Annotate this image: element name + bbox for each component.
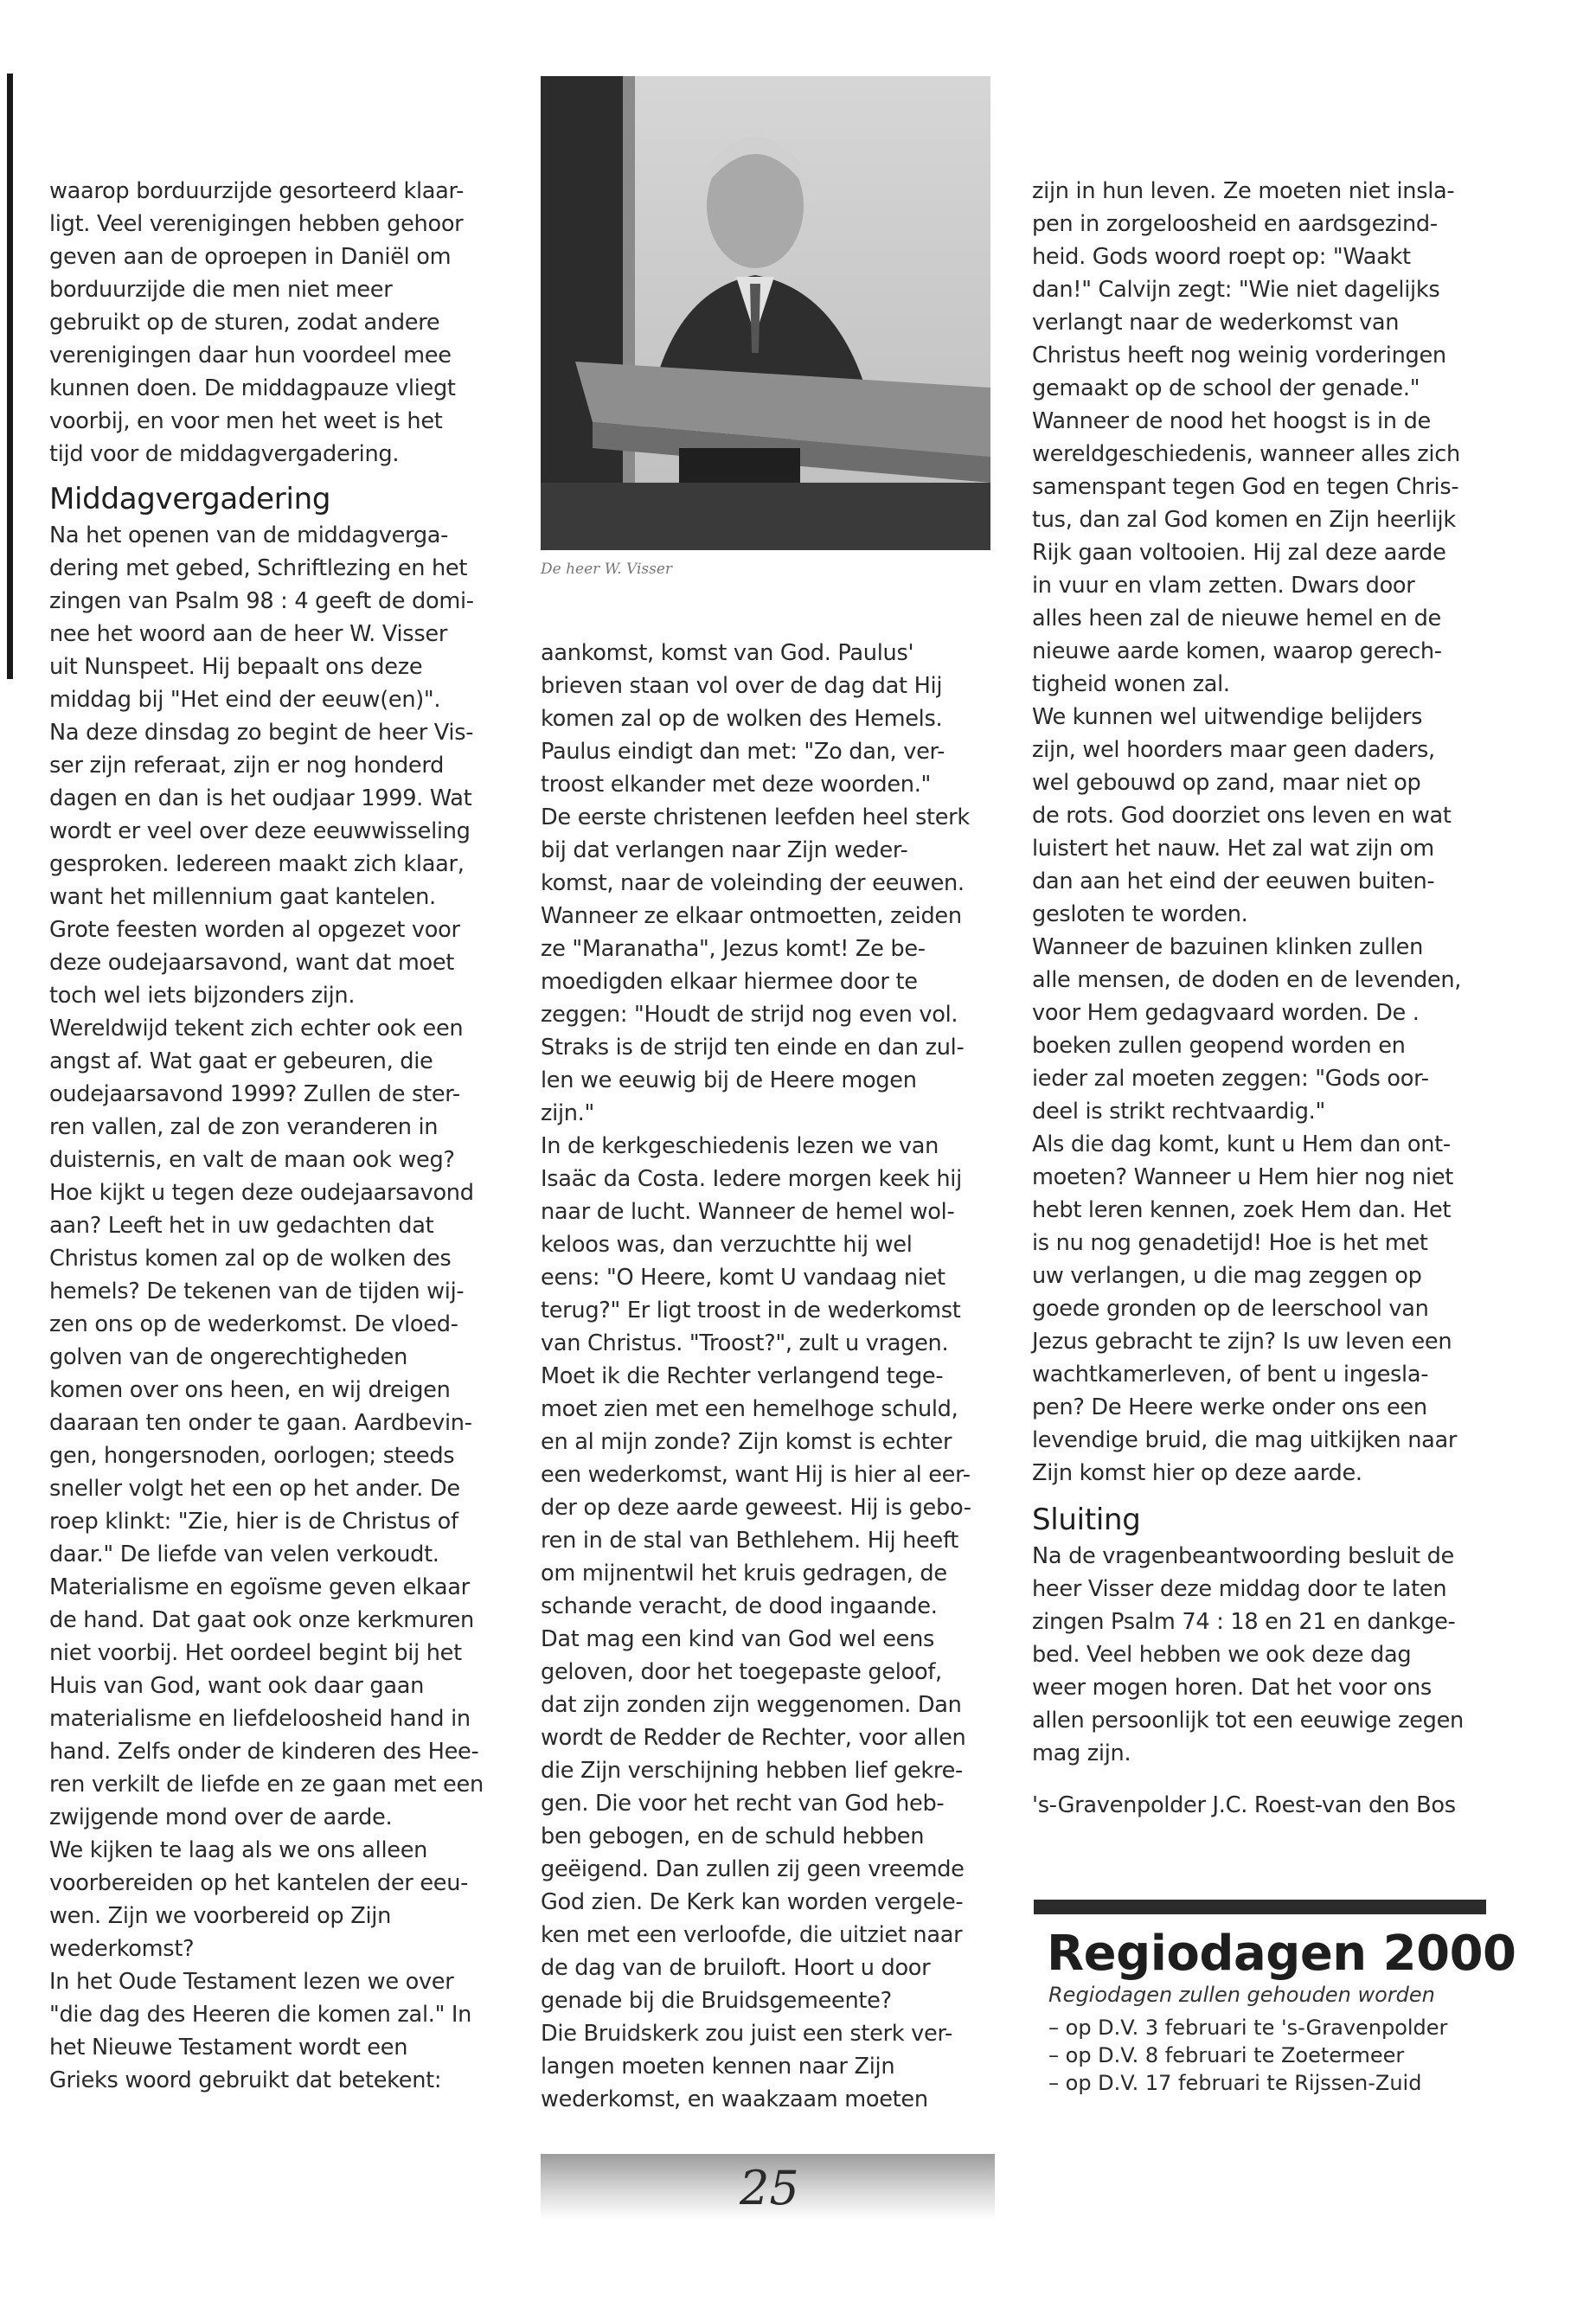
page-edge-bar [7, 74, 13, 679]
speaker-photo-image [541, 76, 990, 550]
page-number: 25 [740, 2161, 799, 2215]
paragraph: waarop borduurzijde gesorteerd klaar- ligt. Veel verenigingen hebben gehoor geven aan de oproepen in Daniël om borduurzijde die men niet meer gebruikt op de sturen, zodat andere verenigingen daar hun voordeel mee kunnen doen. De middagpauze vliegt voorbij, en voor men het weet is het tijd voor de middagvergadering. [49, 178, 465, 467]
paragraph: zijn in hun leven. Ze moeten niet insla- pen in zorgeloosheid en aardsgezind- heid. Gods woord roept op: "Waakt dan!" Calvijn zegt: "Wie niet dagelijks verlangt naar de wederkomst van Christus heeft nog weinig vorderingen gemaakt op de school der genade." Wanneer de nood het hoogst is in de wereldgeschiedenis, wanneer alles zich samenspant tegen God en tegen Chris- tus, dan zal God komen en Zijn heerlijk Rijk gaan voltooien. Hij zal deze aarde in vuur en vlam zetten. Dwars door alles heen zal de nieuwe hemel en de nieuwe aarde komen, waarop gerech- tigheid wonen zal. [1032, 178, 1460, 697]
list-item: – op D.V. 3 februari te 's-Gravenpolder [1048, 2016, 1448, 2040]
speaker-photo [541, 76, 990, 550]
paragraph: Die Bruidskerk zou juist een sterk ver- langen moeten kennen naar Zijn wederkomst, en waakzaam moeten [541, 2021, 952, 2112]
list-item: – op D.V. 8 februari te Zoetermeer [1048, 2043, 1405, 2067]
photo-caption: De heer W. Visser [541, 561, 673, 578]
section-heading-sluiting: Sluiting [1032, 1503, 1141, 1537]
paragraph: Na het openen van de middagverga- dering met gebed, Schriftlezing en het zingen van Psalm 98 : 4 geeft de domi- nee het woord aan de heer W. Visser uit Nunspeet. Hij bepaalt ons deze middag bij "Het eind der eeuw(en)". Na deze dinsdag zo begint de heer Vis- ser zijn referaat, zijn er nog honderd dagen en dan is het oudjaar 1999. Wat wordt er veel over deze eeuwwisseling gesproken. Iedereen maakt zich klaar, want het millennium gaat kantelen. Grote feesten worden al opgezet voor deze oudejaarsavond, want dat moet toch wel iets bijzonders zijn. Wereldwijd tekent zich echter ook een angst af. Wat gaat er gebeuren, die oudejaarsavond 1999? Zullen de ster- ren vallen, zal de zon veranderen in duisternis, en valt de maan ook weg? Hoe kijkt u tegen deze oudejaarsavond aan? Leeft het in uw gedachten dat Christus komen zal op de wolken des hemels? De tekenen van de tijden wij- zen ons op de wederkomst. De vloed- golven van de ongerechtigheden komen over ons heen, en wij dreigen daaraan ten onder te gaan. Aardbevin- gen, hongersnoden, oorlogen; steeds sneller volgt het een op het ander. De roep klinkt: "Zie, hier is de Christus of daar." De liefde van velen verkoudt. Materialisme en egoïsme geven elkaar de hand. Dat gaat ook onze kerkmuren niet voorbij. Het oordeel begint bij het Huis van God, want ook daar gaan materialisme en liefdeloosheid hand in hand. Zelfs onder de kinderen des Hee- ren verkilt de liefde en ze gaan met een zwijgende mond over de aarde. We kijken te laag als we ons alleen voorbereiden op het kantelen der eeu- wen. Zijn we voorbereid op Zijn wederkomst? In het Oude Testament lezen we over "die dag des Heeren die komen zal." In het Nieuwe Testament wordt een Grieks woord gebruikt dat betekent: [49, 522, 484, 2093]
column-right [1032, 175, 1490, 1822]
regiodagen-list [1048, 2014, 1447, 2097]
author-signature: 's-Gravenpolder J.C. Roest-van den Bos [1032, 1792, 1456, 1818]
paragraph: Wanneer de bazuinen klinken zullen alle mensen, de doden en de levenden, voor Hem gedagvaard worden. De . boeken zullen geopend worden en ieder zal moeten zeggen: "Gods oor- deel is strikt rechtvaardig." [1032, 934, 1462, 1125]
paragraph: We kunnen wel uitwendige belijders zijn, wel hoorders maar geen daders, wel gebouwd op zand, maar niet op de rots. God doorziet ons leven en wat luistert het nauw. Het zal wat zijn om dan aan het eind der eeuwen buiten- gesloten te worden. [1032, 704, 1452, 927]
regiodagen-title: Regiodagen 2000 [1047, 1926, 1516, 1982]
regiodagen-subtitle: Regiodagen zullen gehouden worden [1048, 1983, 1435, 2007]
column-left [49, 175, 499, 2097]
section-heading-middagvergadering: Middagvergadering [49, 482, 331, 516]
paragraph: In de kerkgeschiedenis lezen we van Isaäc da Costa. Iedere morgen keek hij naar de lucht. Wanneer de hemel wol- keloos was, dan verzuchtte hij wel eens: "O Heere, komt U vandaag niet terug?" Er ligt troost in de wederkomst van Christus. "Troost?", zult u vragen. Moet ik die Rechter verlangend tege- moet zien met een hemelhoge schuld, en al mijn zonde? Zijn komst is echter een wederkomst, want Hij is hier al eer- der op deze aarde geweest. Hij is gebo- ren in de stal van Bethlehem. Hij heeft om mijnentwil het kruis gedragen, de schande veracht, de dood ingaande. Dat mag een kind van God wel eens geloven, door het toegepaste geloof, dat zijn zonden zijn weggenomen. Dan wordt de Redder de Rechter, voor allen die Zijn verschijning hebben lief gekre- gen. Die voor het recht van God heb- ben gebogen, en de schuld hebben geëigend. Dan zullen zij geen vreemde God zien. De Kerk kan worden vergele- ken met een verloofde, die uitziet naar de dag van de bruiloft. Hoort u door genade bij die Bruidsgemeente? [541, 1133, 971, 2014]
paragraph: Als die dag komt, kunt u Hem dan ont- moeten? Wanneer u Hem hier nog niet hebt leren kennen, zoek Hem dan. Het is nu nog genadetijd! Hoe is het met uw verlangen, u die mag zeggen op goede gronden op de leerschool van Jezus gebracht te zijn? Is uw leven een wachtkamerleven, of bent u ingesla- pen? De Heere werke onder ons een levendige bruid, die mag uitkijken naar Zijn komst hier op deze aarde. [1032, 1131, 1458, 1486]
column-middle [541, 637, 999, 2116]
paragraph: aankomst, komst van God. Paulus' brieven staan vol over de dag dat Hij komen zal op de wolken des Hemels. Paulus eindigt dan met: "Zo dan, ver- troost elkander met deze woorden." De eerste christenen leefden heel sterk bij dat verlangen naar Zijn weder- komst, naar de voleinding der eeuwen. Wanneer ze elkaar ontmoetten, zeiden ze "Maranatha", Jezus komt! Ze be- moedigden elkaar hiermee door te zeggen: "Houdt de strijd nog even vol. Straks is de strijd ten einde en dan zul- len we eeuwig bij de Heere mogen zijn." [541, 640, 970, 1126]
regiodagen-bar [1034, 1900, 1486, 1914]
list-item: – op D.V. 17 februari te Rijssen-Zuid [1048, 2071, 1422, 2095]
paragraph: Na de vragenbeantwoording besluit de heer Visser deze middag door te laten zingen Psalm 74 : 18 en 21 en dankge- bed. Veel hebben we ook deze dag weer mogen horen. Dat het voor ons allen persoonlijk tot een eeuwige zegen mag zijn. [1032, 1543, 1464, 1766]
